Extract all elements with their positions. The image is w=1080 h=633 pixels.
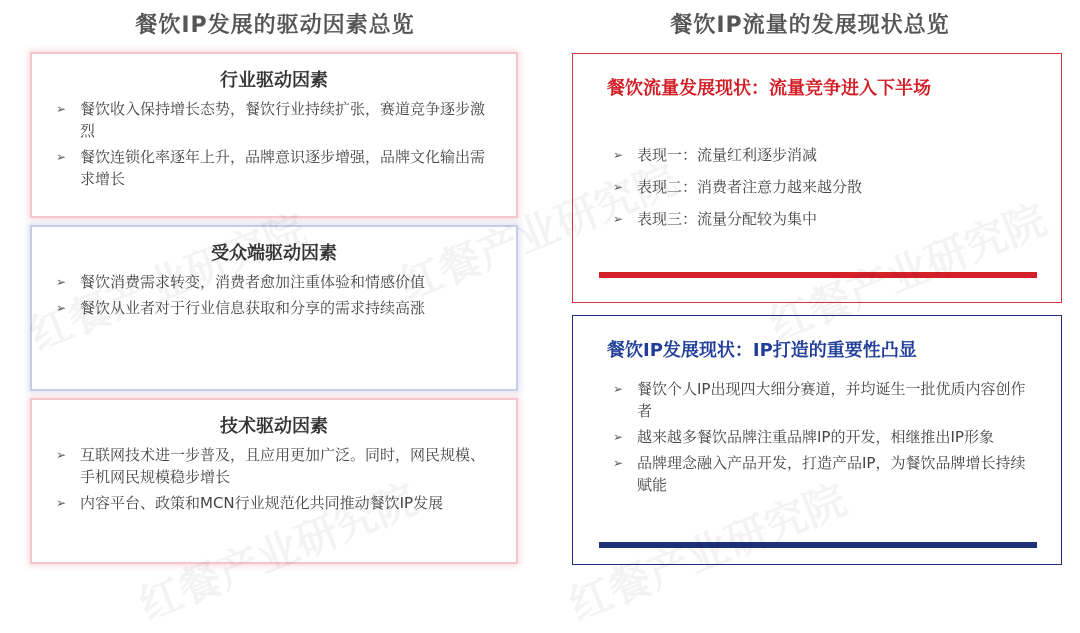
audience-drivers-card	[30, 225, 518, 391]
arrow-right-icon: ➢	[56, 275, 67, 289]
list-item: ➢ 餐饮从业者对于行业信息获取和分享的需求持续高涨	[56, 299, 426, 317]
arrow-right-icon: ➢	[613, 148, 624, 162]
red-accent-bar	[599, 272, 1037, 278]
navy-accent-bar	[599, 542, 1037, 548]
arrow-right-icon: ➢	[56, 102, 67, 116]
arrow-right-icon: ➢	[56, 150, 67, 164]
card-title: 技术驱动因素	[220, 416, 328, 437]
arrow-right-icon: ➢	[56, 301, 67, 315]
list-item: ➢ 餐饮连锁化率逐年上升，品牌意识逐步增强，品牌文化输出需求增长	[56, 148, 486, 188]
left-section-heading: 餐饮IP发展的驱动因素总览	[135, 13, 415, 38]
card-title: 餐饮IP发展现状：IP打造的重要性凸显	[607, 340, 917, 361]
arrow-right-icon: ➢	[613, 382, 624, 396]
ip-status-card	[572, 315, 1062, 565]
list-item: ➢ 餐饮个人IP出现四大细分赛道，并均诞生一批优质内容创作者	[613, 380, 1026, 420]
list-item: ➢ 表现一：流量红利逐步消减	[613, 146, 818, 164]
list-item: ➢ 餐饮消费需求转变，消费者愈加注重体验和情感价值	[56, 273, 426, 291]
traffic-status-card	[572, 53, 1062, 303]
arrow-right-icon: ➢	[56, 448, 67, 462]
card-title: 行业驱动因素	[220, 70, 328, 91]
card-title: 餐饮流量发展现状：流量竞争进入下半场	[607, 78, 931, 99]
right-section-heading: 餐饮IP流量的发展现状总览	[670, 13, 950, 38]
card-title: 受众端驱动因素	[211, 243, 337, 264]
list-item: ➢ 表现二：消费者注意力越来越分散	[613, 178, 863, 196]
arrow-right-icon: ➢	[613, 456, 624, 470]
list-item: ➢ 内容平台、政策和MCN行业规范化共同推动餐饮IP发展	[56, 494, 444, 512]
arrow-right-icon: ➢	[613, 430, 624, 444]
list-item: ➢ 餐饮收入保持增长态势，餐饮行业持续扩张，赛道竞争逐步激烈	[56, 100, 486, 140]
list-item: ➢ 表现三：流量分配较为集中	[613, 210, 818, 228]
technology-drivers-card	[30, 398, 518, 564]
arrow-right-icon: ➢	[613, 180, 624, 194]
list-item: ➢ 越来越多餐饮品牌注重品牌IP的开发，相继推出IP形象	[613, 428, 994, 446]
arrow-right-icon: ➢	[613, 212, 624, 226]
list-item: ➢ 互联网技术进一步普及，且应用更加广泛。同时，网民规模、手机网民规模稳步增长	[56, 446, 486, 486]
arrow-right-icon: ➢	[56, 496, 67, 510]
industry-drivers-card	[30, 52, 518, 218]
list-item: ➢ 品牌理念融入产品开发，打造产品IP，为餐饮品牌增长持续赋能	[613, 454, 1026, 494]
